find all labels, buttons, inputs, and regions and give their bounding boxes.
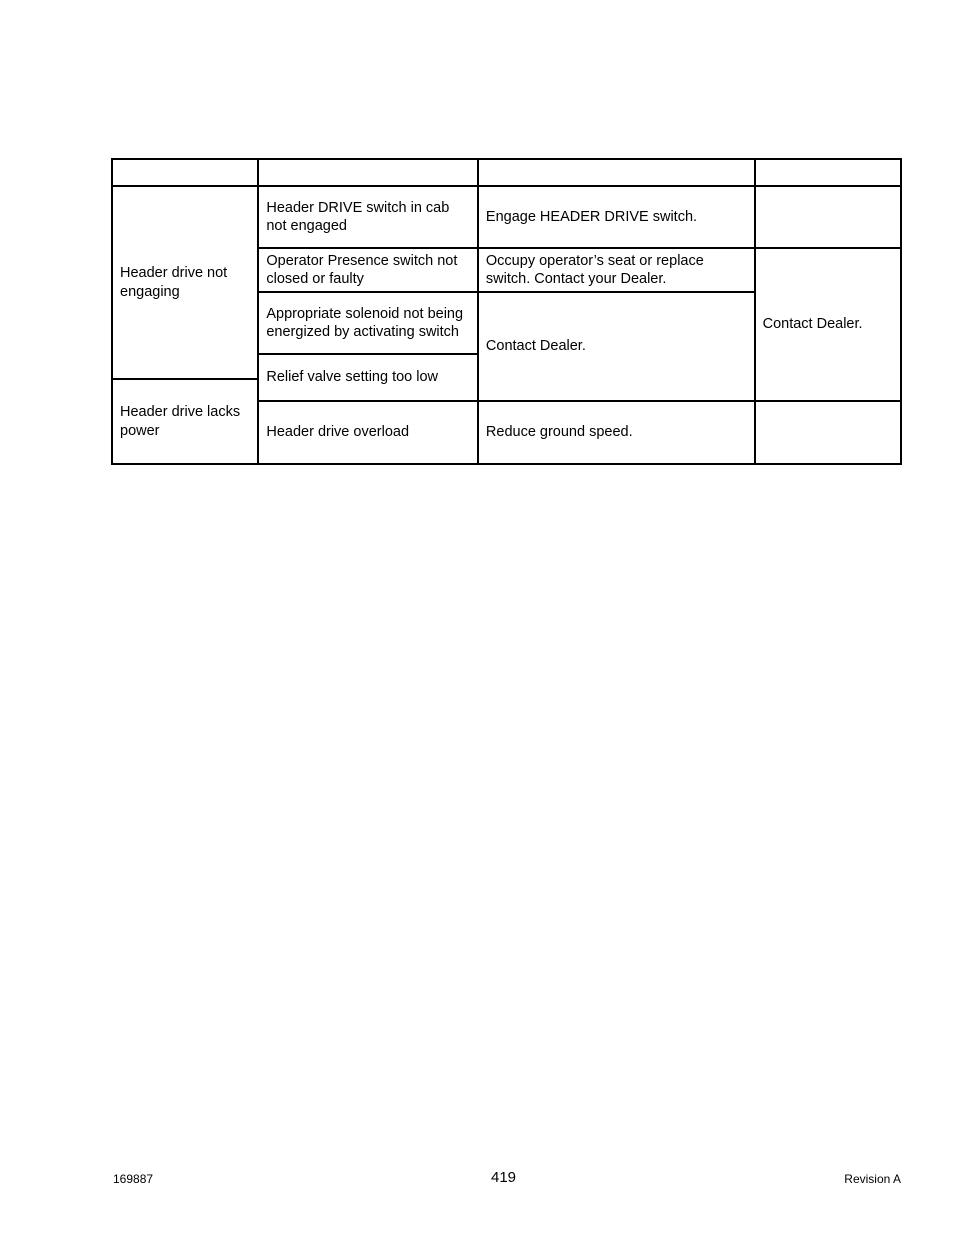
table-row xyxy=(112,186,901,248)
page-number: 419 xyxy=(491,1169,517,1186)
cause-cell: Appropriate solenoid not being energized by activating switch xyxy=(258,292,478,354)
troubleshooting-table xyxy=(111,158,902,465)
solution-cell: Reduce ground speed. xyxy=(478,401,755,464)
header-cell-problem xyxy=(258,159,478,186)
refer-cell: Contact Dealer. xyxy=(755,248,901,401)
cause-cell: Relief valve setting too low xyxy=(258,354,478,401)
header-cell-solution xyxy=(478,159,755,186)
refer-cell xyxy=(755,401,901,464)
solution-cell: Engage HEADER DRIVE switch. xyxy=(478,186,755,248)
cause-cell: Header DRIVE switch in cab not engaged xyxy=(258,186,478,248)
revision-label: Revision A xyxy=(844,1172,901,1186)
cause-cell: Header drive overload xyxy=(258,401,478,464)
symptom-cell: Header drive not engaging xyxy=(112,186,258,379)
document-number: 169887 xyxy=(113,1172,154,1186)
table-header-row xyxy=(112,159,901,186)
header-cell-symptom xyxy=(112,159,258,186)
cause-cell: Operator Presence switch not closed or faulty xyxy=(258,248,478,292)
solution-cell: Contact Dealer. xyxy=(478,292,755,401)
refer-cell xyxy=(755,186,901,248)
header-cell-refer-to xyxy=(755,159,901,186)
solution-cell: Occupy operator’s seat or replace switch. Contact your Dealer. xyxy=(478,248,755,292)
symptom-cell: Header drive lacks power xyxy=(112,379,258,464)
